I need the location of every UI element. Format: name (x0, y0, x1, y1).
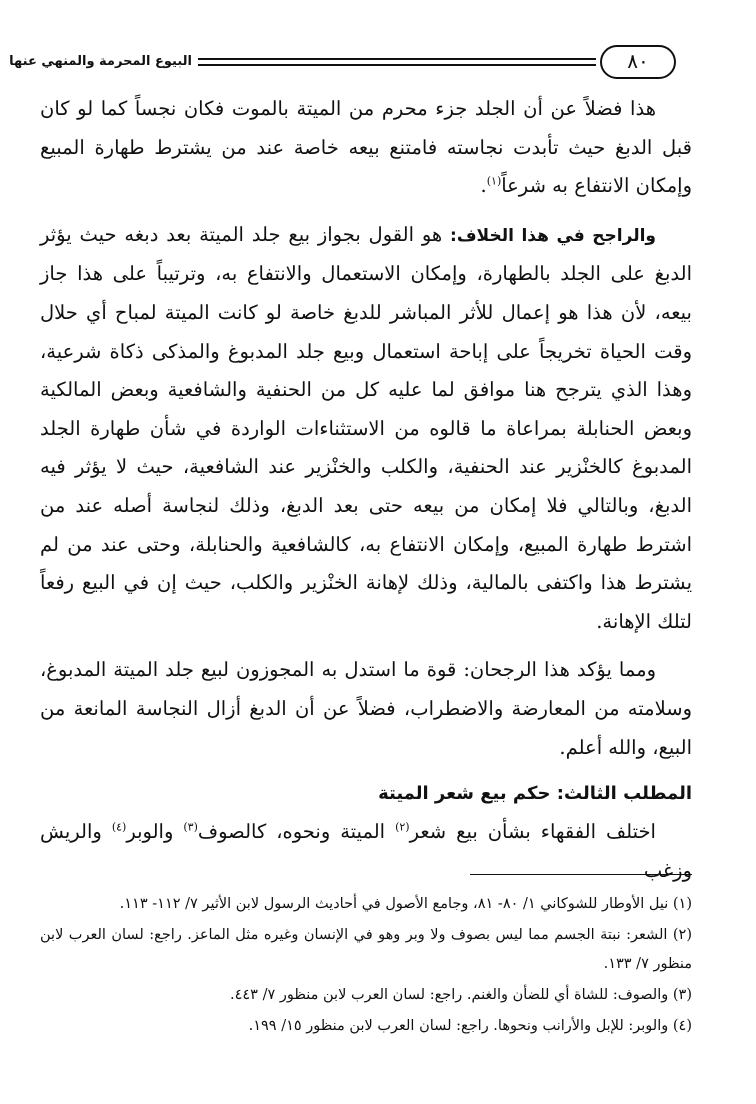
paragraph-2-lead: والراجح في هذا الخلاف: (450, 225, 656, 246)
paragraph-3: ومما يؤكد هذا الرجحان: قوة ما استدل به المجوزون لبيع جلد الميتة المدبوغ، وسلامته من المعارضة والاضطراب، فضلاً عن أن الدبغ أزال النجاسة المانعة من البيع، والله أعلم. (40, 658, 692, 759)
footnote-1: (١) نيل الأوطار للشوكاني ١/ ٨٠- ٨١، وجامع الأصول في أحاديث الرسول لابن الأثير ٧/ ١١٢- ١١٣. (119, 896, 692, 912)
paragraph-4-text-b: الميتة ونحوه، كالصوف (197, 820, 396, 844)
paragraph-1-text: هذا فضلاً عن أن الجلد جزء محرم من الميتة بالموت فكان نجساً كما لو كان قبل الدبغ حيث تأبدت نجاسته فامتنع بيعه خاصة عند من يشترط طهارة المبيع وإمكان الانتفاع به شرعاً (40, 97, 692, 198)
paragraph-4-text-c: والوبر (126, 820, 184, 844)
footnote-ref-2: (٢) (395, 820, 410, 834)
paragraph-2 (40, 216, 692, 642)
paragraph-1-end: . (480, 174, 487, 198)
footnote-2: (٢) الشعر: نبتة الجسم مما ليس بصوف ولا وبر وهو في الإنسان وغيره مثل الماعز. راجع: لسان العرب لابن منظور ٧/ ١٣٣. (40, 927, 692, 972)
footnote-ref-1: (١) (486, 174, 502, 188)
paragraph-4-text-d: والريش وزغب (40, 820, 692, 882)
section-heading: المطلب الثالث: حكم بيع شعر الميتة (378, 783, 692, 805)
footnote-separator (470, 874, 692, 875)
main-text (40, 90, 692, 890)
footnote-4: (٤) والوبر: للإبل والأرانب ونحوها. راجع: لسان العرب لابن منظور ١٥/ ١٩٩. (248, 1018, 692, 1034)
footnote-ref-4: (٤) (111, 820, 127, 834)
footnotes (40, 890, 692, 1043)
footnote-ref-3: (٣) (183, 820, 198, 834)
page-number-badge: ٨٠ (600, 45, 676, 79)
footnote-3: (٣) والصوف: للشاة أي للضأن والغنم. راجع: لسان العرب لابن منظور ٧/ ٤٤٣. (229, 987, 692, 1003)
paragraph-1 (40, 90, 692, 206)
paragraph-4-text-a: اختلف الفقهاء بشأن بيع شعر (409, 820, 656, 844)
running-header-title: البيوع المحرمة والمنهي عنها (9, 54, 192, 69)
paragraph-2-text: هو القول بجواز بيع جلد الميتة بعد دبغه حيث يؤثر الدبغ على الجلد بالطهارة، وإمكان الاستعمال والانتفاع به، وترتيباً على هذا جاز بيعه، لأن هذا هو إعمال للأثر المباشر للدبغ خاصة لو كانت الميتة لمباح أي حلال وقت الحياة تخريجاً على إباحة استعمال وبيع جلد المدبوغ والمذكى ذكاة شرعية، وهذا الذي يترجح هنا موافق لما عليه كل من الحنفية والشافعية وبعض المالكية وبعض الحنابلة بمراعاة ما قالوه من الاستثناءات الواردة في شأن طهارة الجلد المدبوغ كالخنْزير عند الحنفية، والكلب والخنْزير عند الشافعية، حيث لا يؤثر فيه الدبغ، وبالتالي فلا إمكان من بيعه حتى بعد الدبغ، وذلك لنجاسة أصله عند من اشترط طهارة المبيع، وإمكان الانتفاع به، كالشافعية والحنابلة، وحتى عند من لم يشترط هذا واكتفى بالمالية، وذلك لإهانة الخنْزير والكلب، حيث إن في البيع رفعاً لتلك الإهانة. (40, 222, 692, 633)
header-double-rule (198, 58, 596, 66)
paragraph-4 (40, 813, 692, 890)
